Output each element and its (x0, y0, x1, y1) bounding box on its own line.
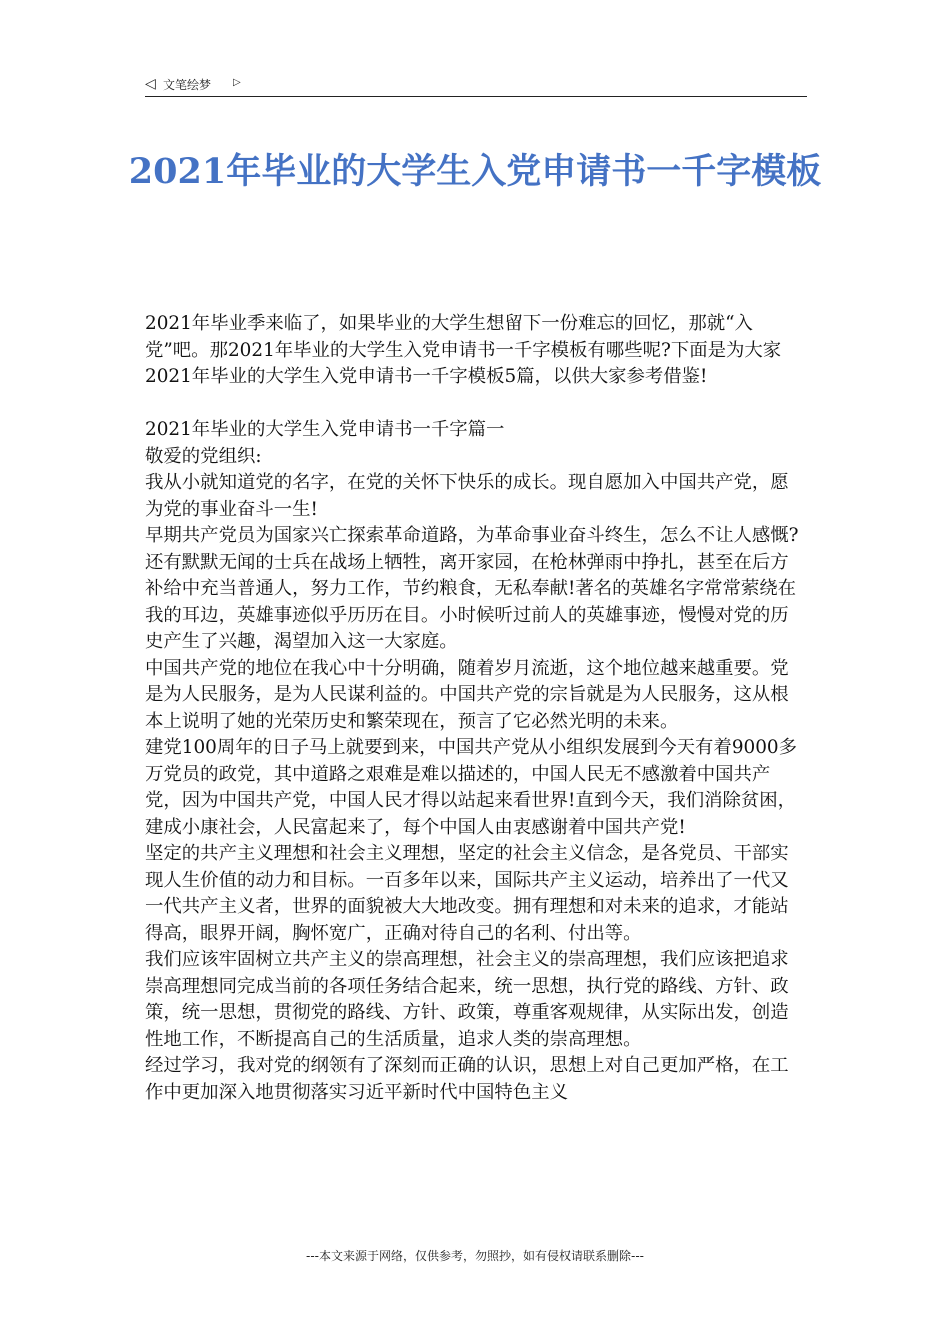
body-paragraph: 早期共产党员为国家兴亡探索革命道路，为革命事业奋斗终生，怎么不让人感慨?还有默默无闻的士兵在战场上牺牲，离开家园，在枪林弹雨中挣扎，甚至在后方补给中充当普通人，努力工作，节约粮食，无私奉献!著名的英雄名字常常萦绕在我的耳边，英雄事迹似乎历历在目。小时候听过前人的英雄事迹，慢慢对党的历史产生了兴趣，渴望加入这一大家庭。 (145, 525, 799, 652)
left-triangle-icon: ◁ (145, 76, 156, 92)
section-heading: 2021年毕业的大学生入党申请书一千字篇一 (145, 419, 505, 440)
body-paragraph: 我们应该牢固树立共产主义的崇高理想，社会主义的崇高理想，我们应该把追求崇高理想同完成当前的各项任务结合起来，统一思想，执行党的路线、方针、政策，统一思想，贯彻党的路线、方针、政策，尊重客观规律，从实际出发，创造性地工作，不断提高自己的生活质量，追求人类的崇高理想。 (145, 949, 789, 1050)
body-paragraph: 我从小就知道党的名字，在党的关怀下快乐的成长。现自愿加入中国共产党，愿为党的事业奋斗一生! (145, 472, 789, 520)
footer-notice: ---本文来源于网络，仅供参考，勿照抄，如有侵权请联系删除--- (306, 1249, 644, 1263)
intro-paragraph: 2021年毕业季来临了，如果毕业的大学生想留下一份难忘的回忆，那就“入党”吧。那2021年毕业的大学生入党申请书一千字模板有哪些呢?下面是为大家2021年毕业的大学生入党申请书一千字模板5篇，以供大家参考借鉴! (145, 313, 782, 387)
page-header (145, 74, 807, 97)
document-title: 2021年毕业的大学生入党申请书一千字模板 (128, 151, 822, 192)
body-paragraph: 建党100周年的日子马上就要到来，中国共产党从小组织发展到今天有着9000多万党员的政党，其中道路之艰难是难以描述的，中国人民无不感激着中国共产党，因为中国共产党，中国人民才得以站起来看世界!直到今天，我们消除贫困，建成小康社会，人民富起来了，每个中国人由衷感谢着中国共产党! (145, 737, 798, 838)
body-paragraph: 中国共产党的地位在我心中十分明确，随着岁月流逝，这个地位越来越重要。党是为人民服务，是为人民谋利益的。中国共产党的宗旨就是为人民服务，这从根本上说明了她的光荣历史和繁荣现在，预言了它必然光明的未来。 (145, 657, 789, 732)
salutation: 敬爱的党组织: (145, 445, 262, 467)
document-body (145, 311, 807, 1106)
paragraph-gap (145, 391, 807, 418)
brand-name: 文笔绘梦 (163, 78, 212, 92)
body-paragraph: 坚定的共产主义理想和社会主义理想，坚定的社会主义信念，是各党员、干部实现人生价值的动力和目标。一百多年以来，国际共产主义运动，培养出了一代又一代共产主义者，世界的面貌被大大地改变。拥有理想和对未来的追求，才能站得高，眼界开阔，胸怀宽广，正确对待自己的名利、付出等。 (145, 843, 789, 944)
right-triangle-icon: ▷ (233, 77, 241, 88)
body-paragraph: 经过学习，我对党的纲领有了深刻而正确的认识，思想上对自己更加严格，在工作中更加深入地贯彻落实习近平新时代中国特色主义 (145, 1055, 789, 1103)
